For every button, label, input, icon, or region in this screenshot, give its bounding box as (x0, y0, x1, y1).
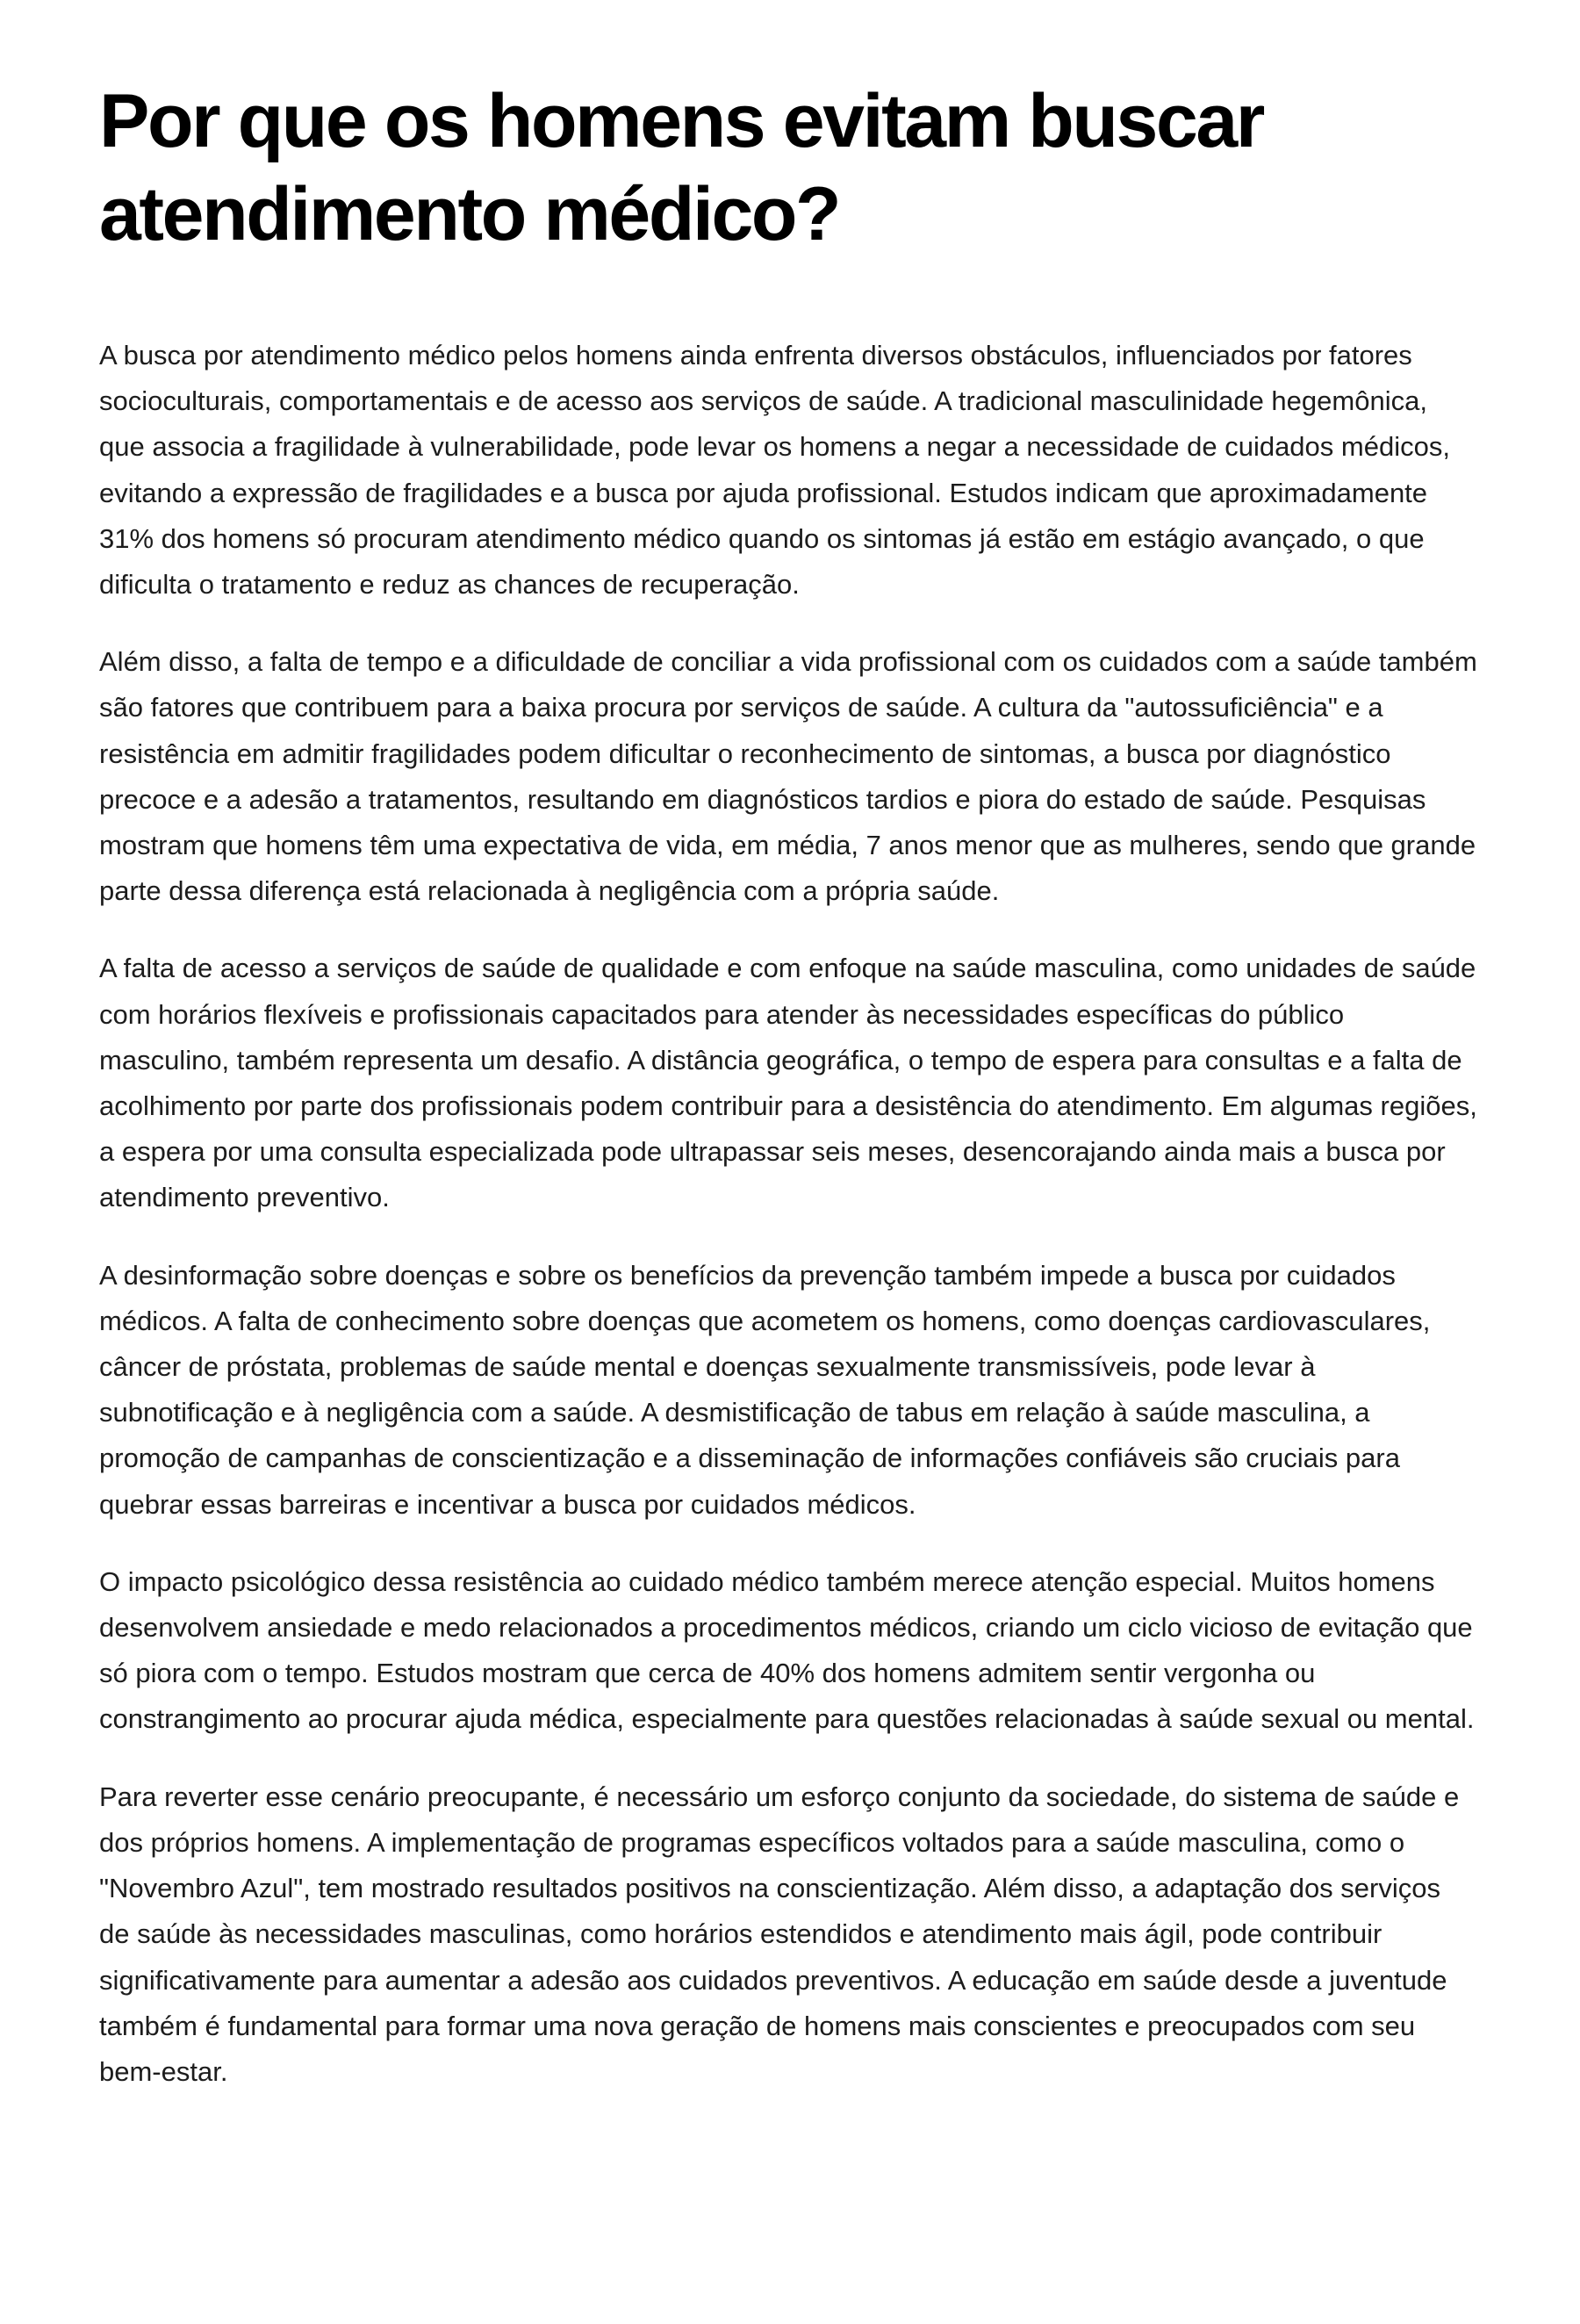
paragraph: A falta de acesso a serviços de saúde de qualidade e com enfoque na saúde masculina, como unidades de saúde com horários flexíveis e profissionais capacitados para atender às necessidades específicas do público masculino, também representa um desafio. A distância geográfica, o tempo de espera para consultas e a falta de acolhimento por parte dos profissionais podem contribuir para a desistência do atendimento. Em algumas regiões, a espera por uma consulta especializada pode ultrapassar seis meses, desencorajando ainda mais a busca por atendimento preventivo. (99, 953, 1477, 1213)
paragraph: Para reverter esse cenário preocupante, é necessário um esforço conjunto da sociedade, do sistema de saúde e dos próprios homens. A implementação de programas específicos voltados para a saúde masculina, como o "Novembro Azul", tem mostrado resultados positivos na conscientização. Além disso, a adaptação dos serviços de saúde às necessidades masculinas, como horários estendidos e atendimento mais ágil, pode contribuir significativamente para aumentar a adesão aos cuidados preventivos. A educação em saúde desde a juventude também é fundamental para formar uma nova geração de homens mais conscientes e preocupados com seu bem-estar. (99, 1781, 1460, 2087)
paragraph: A desinformação sobre doenças e sobre os benefícios da prevenção também impede a busca por cuidados médicos. A falta de conhecimento sobre doenças que acometem os homens, como doenças cardiovasculares, câncer de próstata, problemas de saúde mental e doenças sexualmente transmissíveis, pode levar à subnotificação e à negligência com a saúde. A desmistificação de tabus em relação à saúde masculina, a promoção de campanhas de conscientização e a disseminação de informações confiáveis são cruciais para quebrar essas barreiras e incentivar a busca por cuidados médicos. (99, 1259, 1431, 1520)
paragraph: Além disso, a falta de tempo e a dificuldade de conciliar a vida profissional com os cuidados com a saúde também são fatores que contribuem para a baixa procura por serviços de saúde. A cultura da "autossuficiência" e a resistência em admitir fragilidades podem dificultar o reconhecimento de sintomas, a busca por diagnóstico precoce e a adesão a tratamentos, resultando em diagnósticos tardios e piora do estado de saúde. Pesquisas mostram que homens têm uma expectativa de vida, em média, 7 anos menor que as mulheres, sendo que grande parte dessa diferença está relacionada à negligência com a própria saúde. (99, 646, 1477, 907)
paragraph: A busca por atendimento médico pelos homens ainda enfrenta diversos obstáculos, influenciados por fatores socioculturais, comportamentais e de acesso aos serviços de saúde. A tradicional masculinidade hegemônica, que associa a fragilidade à vulnerabilidade, pode levar os homens a negar a necessidade de cuidados médicos, evitando a expressão de fragilidades e a busca por ajuda profissional. Estudos indicam que aproximadamente 31% dos homens só procuram atendimento médico quando os sintomas já estão em estágio avançado, o que dificulta o tratamento e reduz as chances de recuperação. (99, 340, 1450, 601)
article (99, 75, 1477, 2126)
page-title: Por que os homens evitam buscar atendimento médico? (99, 79, 1263, 256)
paragraph: O impacto psicológico dessa resistência ao cuidado médico também merece atenção especial. Muitos homens desenvolvem ansiedade e medo relacionados a procedimentos médicos, criando um ciclo vicioso de evitação que só piora com o tempo. Estudos mostram que cerca de 40% dos homens admitem sentir vergonha ou constrangimento ao procurar ajuda médica, especialmente para questões relacionadas à saúde sexual ou mental. (99, 1565, 1475, 1735)
